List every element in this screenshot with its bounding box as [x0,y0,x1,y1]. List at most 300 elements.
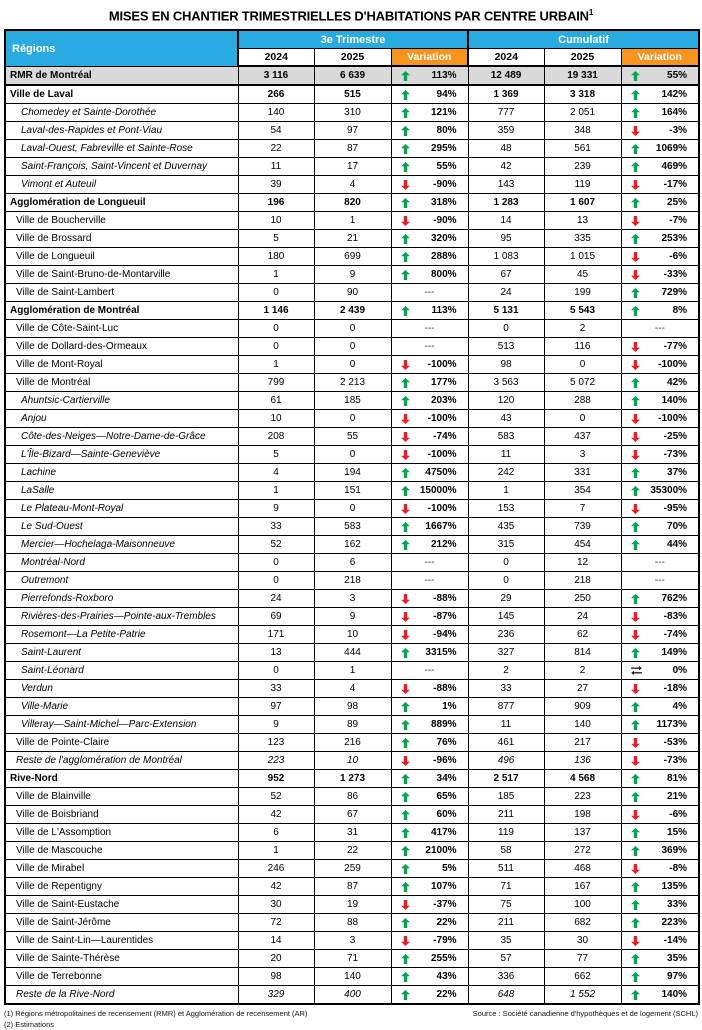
quarter-2024-value: 11 [238,158,314,176]
region-name: Ville de Terrebonne [5,968,238,986]
cumulative-variation-cell [621,266,699,284]
cumulative-2024-value: 777 [468,104,544,122]
trend-up-icon [631,194,640,211]
cumulative-variation-cell [621,248,699,266]
quarter-2024-value: 1 [238,482,314,500]
quarter-2024-value: 42 [238,806,314,824]
variation-value: 142% [661,89,688,101]
trend-up-icon [401,374,410,391]
variation-value: -88% [433,593,457,605]
table-row [5,392,699,410]
variation-value: 135% [661,881,688,893]
cumulative-2024-value: 5 131 [468,302,544,320]
variation-value: 97% [667,971,688,983]
quarter-2025-value: 6 [314,554,391,572]
cumulative-2024-value: 1 369 [468,85,544,104]
cumulative-variation-cell [621,608,699,626]
quarter-variation-cell [391,752,468,770]
region-name: Ville de Boisbriand [5,806,238,824]
trend-up-icon [631,230,640,247]
quarter-variation-cell: --- [391,320,468,338]
table-row [5,194,699,212]
region-name: Ville de Saint-Lambert [5,284,238,302]
variation-value: 2100% [425,845,457,857]
trend-down-icon [631,266,640,283]
quarter-2025-value: 3 [314,590,391,608]
quarter-variation-cell [391,914,468,932]
region-name: Ville de Mont-Royal [5,356,238,374]
variation-value: 140% [661,395,688,407]
variation-value: -77% [663,341,688,353]
variation-value: 70% [667,521,688,533]
regions-column-header: Régions [5,30,238,66]
variation-value: 8% [672,305,688,317]
variation-value: 288% [430,251,457,263]
quarter-variation-cell [391,66,468,85]
variation-value: 5% [442,863,457,875]
trend-up-icon [401,734,410,751]
table-body [5,66,699,1004]
variation-value: 4% [672,701,688,713]
quarter-2025-value: 4 [314,176,391,194]
quarter-2025-value: 97 [314,122,391,140]
cumulative-2024-value: 877 [468,698,544,716]
quarter-2024-value: 0 [238,554,314,572]
variation-value: -73% [663,755,688,767]
quarter-variation-cell: --- [391,338,468,356]
trend-up-icon [401,860,410,877]
region-name: Ville de Dollard-des-Ormeaux [5,338,238,356]
quarter-variation-cell [391,788,468,806]
cumulative-variation-cell [621,230,699,248]
variation-value: 37% [667,467,688,479]
cumulative-2024-value: 496 [468,752,544,770]
quarter-2024-value: 20 [238,950,314,968]
table-row [5,806,699,824]
quarter-variation-cell [391,500,468,518]
quarter-variation-cell [391,104,468,122]
quarter-2024-value: 61 [238,392,314,410]
table-row [5,320,699,338]
quarter-2024-value: 3 116 [238,66,314,85]
trend-up-icon [401,392,410,409]
table-row [5,878,699,896]
quarter-2024-value: 329 [238,986,314,1005]
cumulative-2025-value: 198 [544,806,621,824]
trend-down-icon [401,932,410,949]
footnote-list [4,1008,307,1030]
quarter-2024-value: 0 [238,662,314,680]
quarter-variation-cell [391,968,468,986]
quarter-variation-cell [391,428,468,446]
cumulative-2024-value: 48 [468,140,544,158]
cumulative-variation-cell [621,140,699,158]
cumulative-variation-cell [621,464,699,482]
quarter-2025-value: 0 [314,500,391,518]
region-name: Rosemont—La Petite-Patrie [5,626,238,644]
trend-down-icon [401,590,410,607]
cumulative-2025-value: 13 [544,212,621,230]
variation-value: 42% [667,377,688,389]
cumulative-variation-cell [621,428,699,446]
quarter-variation-cell [391,356,468,374]
source-note: Source : Société canadienne d'hypothèques et de logement (SCHL) [472,1009,698,1019]
variation-value: -95% [663,503,688,515]
quarter-2024-value: 42 [238,878,314,896]
cumulative-variation-cell: --- [621,572,699,590]
table-row [5,860,699,878]
quarter-2025-value: 194 [314,464,391,482]
cumulative-variation-cell [621,950,699,968]
variation-value: 25% [667,197,688,209]
quarter-2024-value: 33 [238,680,314,698]
cumulative-2025-value: 3 318 [544,85,621,104]
quarter-variation-cell [391,716,468,734]
variation-value: -96% [433,755,457,767]
variation-value: 55% [436,161,457,173]
region-name: Rive-Nord [5,770,238,788]
table-row [5,464,699,482]
cumulative-2024-value: 58 [468,842,544,860]
variation-value: 3315% [425,647,457,659]
cumulative-variation-cell [621,842,699,860]
trend-up-icon [401,266,410,283]
variation-value: -90% [433,215,457,227]
cumulative-2024-value: 71 [468,878,544,896]
quarter-2024-value: 0 [238,338,314,356]
title-footnote-marker: 1 [588,8,594,17]
cumulative-2025-value: 682 [544,914,621,932]
quarter-variation-header: Variation [391,48,468,66]
variation-value: -90% [433,179,457,191]
cumulative-2025-value: 2 [544,320,621,338]
cumulative-2025-value: 0 [544,356,621,374]
quarter-2025-value: 1 [314,662,391,680]
cumulative-2024-value: 11 [468,446,544,464]
cumulative-2024-value: 211 [468,914,544,932]
variation-value: 80% [436,125,457,137]
region-name: Côte-des-Neiges—Notre-Dame-de-Grâce [5,428,238,446]
trend-up-icon [631,644,640,661]
table-row [5,932,699,950]
quarter-variation-cell [391,176,468,194]
variation-value: -74% [663,629,688,641]
variation-value: -53% [663,737,688,749]
quarter-2025-value: 87 [314,140,391,158]
trend-up-icon [631,590,640,607]
quarter-variation-cell [391,608,468,626]
trend-up-icon [401,122,410,139]
trend-up-icon [631,824,640,841]
trend-up-icon [401,67,410,84]
cumulative-variation-cell [621,284,699,302]
quarter-2025-value: 71 [314,950,391,968]
quarter-2025-header: 2025 [314,48,391,66]
cumulative-2025-value: 223 [544,788,621,806]
table-row [5,626,699,644]
variation-value: -79% [433,935,457,947]
cumulative-2024-value: 98 [468,356,544,374]
quarter-2025-value: 699 [314,248,391,266]
region-name: Vimont et Auteuil [5,176,238,194]
cumulative-2024-value: 211 [468,806,544,824]
trend-down-icon [401,752,410,769]
cumulative-variation-cell [621,662,699,680]
cumulative-2024-value: 12 489 [468,66,544,85]
region-name: Reste de la Rive-Nord [5,986,238,1005]
cumulative-2024-value: 145 [468,608,544,626]
quarter-2025-value: 2 439 [314,302,391,320]
quarter-variation-cell [391,374,468,392]
quarter-2025-value: 31 [314,824,391,842]
cumulative-2025-value: 12 [544,554,621,572]
table-row [5,752,699,770]
trend-up-icon [631,464,640,481]
trend-up-icon [631,968,640,985]
trend-down-icon [401,446,410,463]
quarter-variation-cell [391,536,468,554]
cumulative-variation-cell [621,644,699,662]
table-row [5,734,699,752]
variation-value: 469% [661,161,688,173]
cumulative-variation-cell [621,392,699,410]
quarter-2024-value: 0 [238,320,314,338]
quarter-2025-value: 151 [314,482,391,500]
cumulative-2024-value: 315 [468,536,544,554]
quarter-variation-cell [391,392,468,410]
cumulative-2025-value: 217 [544,734,621,752]
quarter-2024-header: 2024 [238,48,314,66]
quarter-2025-value: 86 [314,788,391,806]
quarter-variation-cell [391,626,468,644]
variation-value: -87% [433,611,457,623]
region-name: Ville de Côte-Saint-Luc [5,320,238,338]
trend-up-icon [401,158,410,175]
region-name: Le Sud-Ouest [5,518,238,536]
cumulative-variation-cell [621,536,699,554]
quarter-2025-value: 10 [314,626,391,644]
cumulative-variation-cell [621,590,699,608]
table-row [5,608,699,626]
quarter-2024-value: 140 [238,104,314,122]
cumulative-2024-value: 3 563 [468,374,544,392]
quarter-variation-cell [391,158,468,176]
variation-value: 223% [661,917,688,929]
trend-up-icon [401,698,410,715]
quarter-2025-value: 0 [314,356,391,374]
table-row [5,158,699,176]
quarter-variation-cell [391,698,468,716]
cumulative-2024-value: 67 [468,266,544,284]
table-row [5,518,699,536]
cumulative-2025-value: 272 [544,842,621,860]
quarter-2024-value: 5 [238,446,314,464]
cumulative-2025-value: 77 [544,950,621,968]
quarter-2024-value: 69 [238,608,314,626]
cumulative-2025-value: 167 [544,878,621,896]
trend-up-icon [631,716,640,733]
region-name: Laval-des-Rapides et Pont-Viau [5,122,238,140]
cumulative-2024-value: 2 [468,662,544,680]
region-name: Chomedey et Sainte-Dorothée [5,104,238,122]
trend-up-icon [631,140,640,157]
cumulative-2024-value: 511 [468,860,544,878]
variation-value: 22% [436,917,457,929]
table-row [5,85,699,104]
variation-value: -18% [663,683,688,695]
cumulative-2024-value: 33 [468,680,544,698]
trend-up-icon [631,284,640,301]
cumulative-2024-value: 35 [468,932,544,950]
cumulative-2024-value: 29 [468,590,544,608]
trend-up-icon [401,86,410,103]
region-name: Ville de Saint-Eustache [5,896,238,914]
quarter-variation-cell [391,518,468,536]
table-row [5,698,699,716]
quarter-2025-value: 185 [314,392,391,410]
region-name: Ville de Pointe-Claire [5,734,238,752]
cumulative-2025-value: 19 331 [544,66,621,85]
table-row [5,662,699,680]
variation-value: 43% [436,971,457,983]
quarter-variation-cell: --- [391,662,468,680]
cumulative-2025-value: 100 [544,896,621,914]
cumulative-variation-cell [621,878,699,896]
variation-value: 1667% [425,521,457,533]
quarter-2025-value: 444 [314,644,391,662]
cumulative-variation-cell [621,302,699,320]
table-row [5,554,699,572]
trend-up-icon [401,482,410,499]
trend-up-icon [631,158,640,175]
region-name: Ville de L'Assomption [5,824,238,842]
cumulative-variation-cell [621,770,699,788]
quarter-variation-cell [391,410,468,428]
table-row [5,140,699,158]
variation-value: 295% [430,143,457,155]
quarter-variation-cell [391,248,468,266]
quarter-2025-value: 22 [314,842,391,860]
quarter-2025-value: 140 [314,968,391,986]
cumulative-variation-cell: --- [621,320,699,338]
quarter-variation-cell [391,140,468,158]
trend-down-icon [631,356,640,373]
quarter-2025-value: 17 [314,158,391,176]
quarter-2024-value: 0 [238,284,314,302]
trend-up-icon [631,392,640,409]
quarter-2025-value: 98 [314,698,391,716]
quarter-2025-value: 0 [314,446,391,464]
variation-value: 203% [430,395,457,407]
trend-up-icon [401,914,410,931]
table-row [5,824,699,842]
table-row [5,644,699,662]
table-row [5,986,699,1005]
trend-up-icon [631,896,640,913]
region-name: Ville de Saint-Bruno-de-Montarville [5,266,238,284]
region-name: Ville de Saint-Lin—Laurentides [5,932,238,950]
quarter-variation-cell [391,806,468,824]
quarter-2024-value: 39 [238,176,314,194]
quarter-variation-cell [391,896,468,914]
table-row [5,302,699,320]
trend-down-icon [631,446,640,463]
cumulative-2024-value: 57 [468,950,544,968]
quarter-2024-value: 52 [238,788,314,806]
table-row [5,284,699,302]
cumulative-2025-value: 137 [544,824,621,842]
quarter-2025-value: 88 [314,914,391,932]
cumulative-variation-cell [621,104,699,122]
cumulative-variation-header: Variation [621,48,699,66]
region-name: Ville de Sainte-Thérèse [5,950,238,968]
quarter-2024-value: 24 [238,590,314,608]
quarter-2024-value: 171 [238,626,314,644]
cumulative-variation-cell [621,482,699,500]
variation-value: 800% [430,269,457,281]
region-name: Pierrefonds-Roxboro [5,590,238,608]
quarter-2025-value: 87 [314,878,391,896]
trend-up-icon [401,248,410,265]
region-name: Ville de Saint-Jérôme [5,914,238,932]
region-name: Ahuntsic-Cartierville [5,392,238,410]
cumulative-2025-value: 3 [544,446,621,464]
trend-up-icon [631,914,640,931]
quarter-2024-value: 10 [238,212,314,230]
quarter-variation-cell [391,680,468,698]
cumulative-variation-cell [621,410,699,428]
cumulative-variation-cell [621,806,699,824]
trend-down-icon [631,428,640,445]
table-row [5,500,699,518]
cumulative-2024-value: 336 [468,968,544,986]
table-row [5,248,699,266]
quarter-variation-cell [391,85,468,104]
variation-value: 4750% [425,467,457,479]
quarter-2024-value: 14 [238,932,314,950]
cumulative-variation-cell: --- [621,554,699,572]
variation-value: -25% [663,431,688,443]
cumulative-2025-value: 5 072 [544,374,621,392]
quarter-2025-value: 218 [314,572,391,590]
table-row [5,968,699,986]
table-row [5,770,699,788]
table-row [5,482,699,500]
trend-down-icon [401,608,410,625]
quarter-variation-cell [391,302,468,320]
quarter-2024-value: 9 [238,716,314,734]
cumulative-variation-cell [621,698,699,716]
variation-value: 1% [442,701,457,713]
quarter-2025-value: 6 639 [314,66,391,85]
table-row [5,374,699,392]
cumulative-2025-value: 454 [544,536,621,554]
table-row [5,230,699,248]
cumulative-2025-value: 7 [544,500,621,518]
cumulative-variation-cell [621,968,699,986]
quarter-2025-value: 515 [314,85,391,104]
cumulative-2024-value: 24 [468,284,544,302]
trend-up-icon [631,950,640,967]
region-name: Outremont [5,572,238,590]
trend-up-icon [401,770,410,787]
variation-value: 762% [661,593,688,605]
quarter-variation-cell: --- [391,572,468,590]
table-row [5,338,699,356]
variation-value: -100% [427,503,457,515]
cumulative-variation-cell [621,500,699,518]
trend-down-icon [631,734,640,751]
